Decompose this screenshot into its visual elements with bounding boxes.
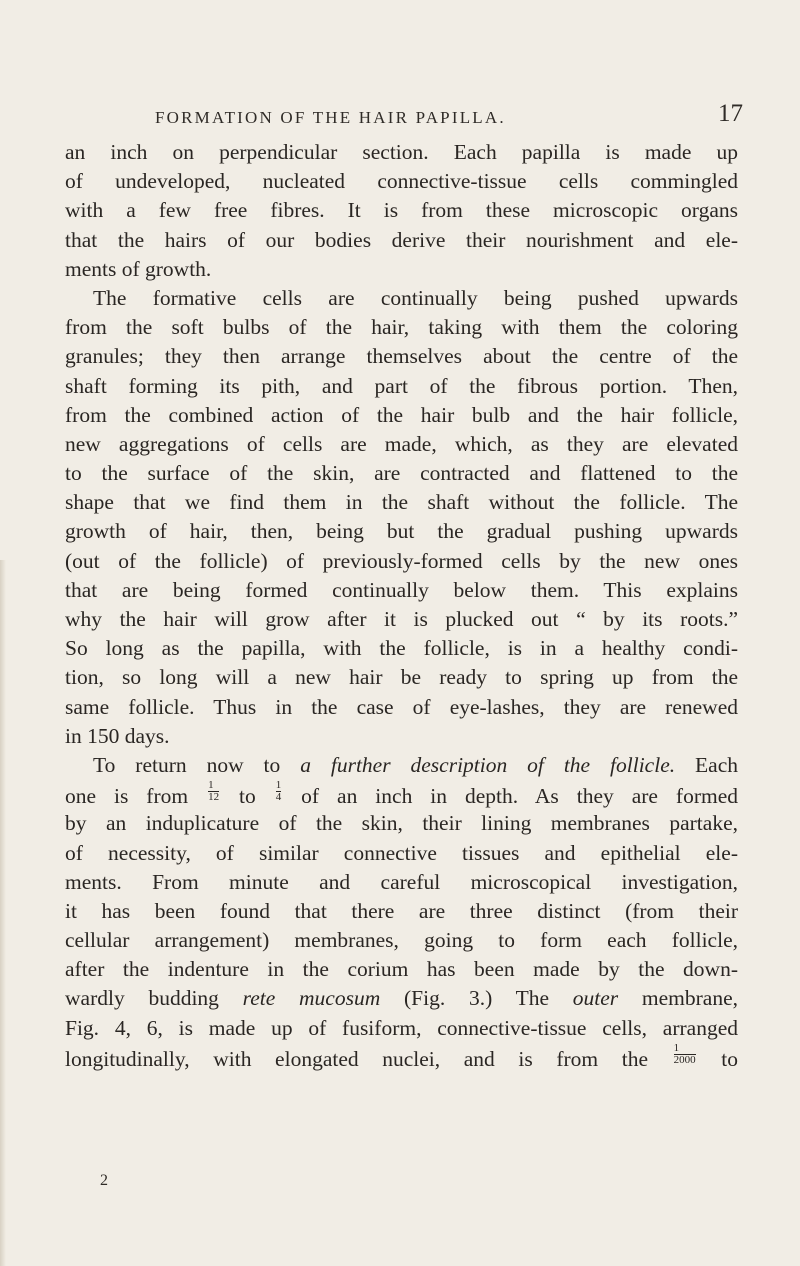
text-line: that the hairs of our bodies derive their nourishment and ele-: [65, 227, 738, 252]
text-run: longitudinally, with elongated nuclei, and is from the: [65, 1046, 672, 1071]
text-line: [65, 780, 738, 809]
text-line: [65, 984, 738, 1013]
text-line: granules; they then arrange themselves about the centre of the: [65, 344, 738, 369]
italic-term: outer: [572, 986, 619, 1011]
fraction-one-quarter: [276, 780, 282, 803]
text-line: with a few free fibres. It is from these microscopic organs: [65, 198, 738, 223]
text-run: membrane,: [618, 986, 738, 1011]
text-line: shaft forming its pith, and part of the fibrous portion. Then,: [65, 373, 738, 398]
text-line: of necessity, of similar connective tissues and epithelial ele-: [65, 840, 738, 865]
text-line: that are being formed continually below them. This explains: [65, 577, 738, 602]
text-line: Fig. 4, 6, is made up of fusiform, connective-tissue cells, arranged: [65, 1015, 738, 1040]
fraction-one-two-thousandth: [674, 1043, 696, 1066]
text-line: So long as the papilla, with the follicle, is in a healthy condi-: [65, 636, 738, 661]
text-line: (out of the follicle) of previously-formed cells by the new ones: [65, 548, 738, 573]
text-line: an inch on perpendicular section. Each papilla is made up: [65, 140, 738, 164]
text-line: ments of growth.: [65, 256, 212, 281]
text-line: growth of hair, then, being but the gradual pushing upwards: [65, 519, 738, 544]
fraction-one-twelfth: [208, 780, 219, 803]
fraction-denominator: 12: [208, 791, 220, 804]
text-run: one is from: [65, 784, 207, 809]
fraction-denominator: 2000: [673, 1053, 696, 1066]
text-line: from the combined action of the hair bulb and the hair follicle,: [65, 402, 738, 427]
text-line: cellular arrangement) membranes, going to form each follicle,: [65, 928, 738, 953]
text-line: [65, 1043, 738, 1072]
text-line: to the surface of the skin, are contracted and flattened to the: [65, 461, 738, 486]
text-run: (Fig. 3.) The: [380, 986, 573, 1011]
fraction-numerator: 1: [673, 1041, 680, 1054]
text-line: of undeveloped, nucleated connective-tissue cells commingled: [65, 169, 738, 194]
text-line: in 150 days.: [65, 723, 170, 748]
text-line: tion, so long will a new hair be ready to spring up from the: [65, 665, 738, 690]
text-line: by an induplicature of the skin, their lining membranes partake,: [65, 811, 738, 836]
text-run: Each: [675, 752, 739, 777]
text-line: shape that we find them in the shaft without the follicle. The: [65, 490, 738, 515]
text-line: it has been found that there are three distinct (from their: [65, 898, 738, 923]
fraction-numerator: 1: [275, 779, 282, 792]
text-line: [65, 751, 738, 780]
italic-term: rete mucosum: [242, 986, 381, 1011]
body-text: [65, 138, 738, 1072]
running-head: [0, 100, 800, 133]
text-line: new aggregations of cells are made, which, as they are elevated: [65, 431, 738, 456]
text-run: to: [221, 784, 274, 809]
page-number: 17: [718, 100, 743, 127]
signature-mark: 2: [100, 1172, 108, 1189]
text-run: To return now to: [93, 752, 301, 777]
running-head-title: FORMATION OF THE HAIR PAPILLA.: [155, 108, 506, 127]
text-run: wardly budding: [65, 986, 243, 1011]
fraction-numerator: 1: [208, 779, 214, 792]
page-edge-shadow: [0, 560, 6, 1266]
text-line: The formative cells are continually being pushed upwards: [93, 285, 738, 310]
text-line: from the soft bulbs of the hair, taking with them the coloring: [65, 315, 738, 340]
text-line: why the hair will grow after it is plucked out “ by its roots.”: [65, 607, 738, 631]
text-line: same follicle. Thus in the case of eye-lashes, they are renewed: [65, 694, 738, 719]
italic-phrase: a further description of the follicle.: [300, 752, 676, 777]
text-line: ments. From minute and careful microscopical investigation,: [65, 869, 738, 894]
text-run: of an inch in depth. As they are formed: [283, 784, 738, 809]
text-line: after the indenture in the corium has been made by the down-: [65, 957, 738, 982]
text-run: to: [697, 1046, 738, 1071]
fraction-denominator: 4: [275, 791, 282, 804]
